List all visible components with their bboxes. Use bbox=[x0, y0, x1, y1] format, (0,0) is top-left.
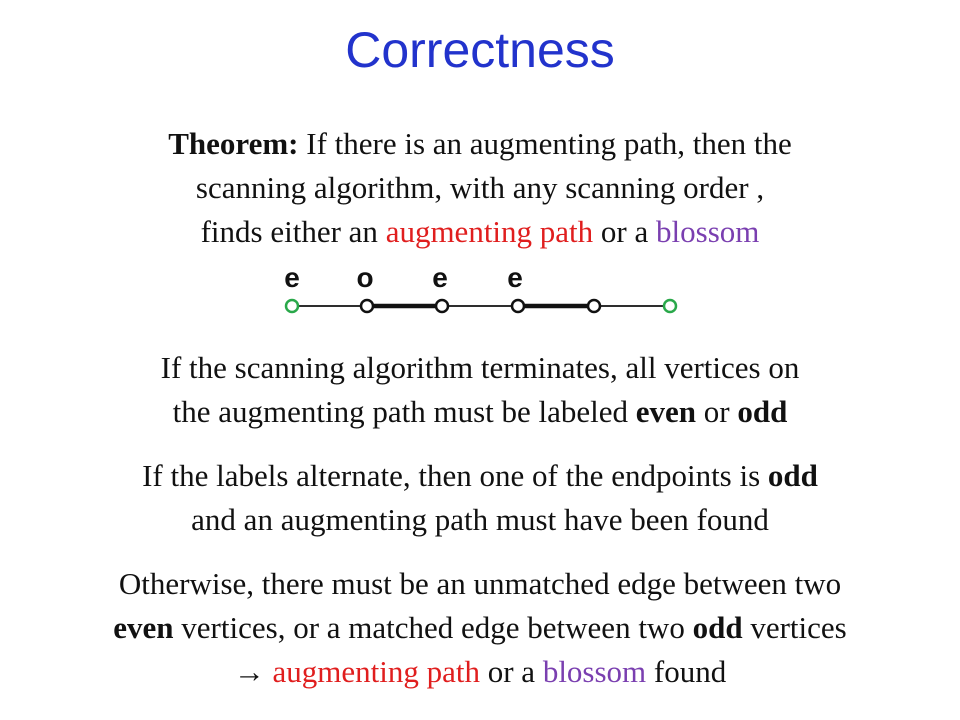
paragraph-terminates bbox=[0, 346, 960, 434]
endpoint-vertex bbox=[286, 300, 298, 312]
augmenting-path-diagram bbox=[0, 285, 960, 327]
otherwise-line-2 bbox=[0, 606, 960, 650]
otherwise-line-2-text: vertices, or a matched edge between two bbox=[173, 610, 693, 645]
or-a-text: or a bbox=[479, 654, 543, 689]
otherwise-line-2-end: vertices bbox=[742, 610, 847, 645]
blossom-term: blossom bbox=[656, 214, 760, 249]
theorem-line-1-text: If there is an augmenting path, then the bbox=[298, 126, 792, 161]
paragraph-otherwise bbox=[0, 562, 960, 694]
theorem-line-1 bbox=[0, 122, 960, 166]
theorem-paragraph bbox=[0, 122, 960, 254]
vertex-label: o bbox=[356, 262, 374, 293]
slide-title: Correctness bbox=[345, 22, 615, 78]
alternate-line-2: and an augmenting path must have been found bbox=[191, 502, 769, 537]
or-a-text: or a bbox=[593, 214, 657, 249]
theorem-line-3 bbox=[0, 210, 960, 254]
theorem-line-3-text: finds either an bbox=[200, 214, 386, 249]
otherwise-line-3 bbox=[0, 650, 960, 694]
blossom-term: blossom bbox=[542, 654, 647, 689]
terminates-line-2-text: the augmenting path must be labeled bbox=[172, 394, 636, 429]
vertex-label: e bbox=[507, 262, 523, 293]
found-text: found bbox=[646, 654, 727, 689]
path-vertex bbox=[588, 300, 600, 312]
alternate-line-1 bbox=[0, 454, 960, 498]
paragraph-alternate bbox=[0, 454, 960, 542]
terminates-line-2 bbox=[0, 390, 960, 434]
alternate-line-1-text: If the labels alternate, then one of the endpoints is bbox=[142, 458, 768, 493]
theorem-label: Theorem: bbox=[168, 126, 299, 161]
vertex-label: e bbox=[432, 262, 448, 293]
augmenting-path-term: augmenting path bbox=[264, 654, 480, 689]
theorem-line-2: scanning algorithm, with any scanning order , bbox=[195, 170, 765, 205]
otherwise-line-1: Otherwise, there must be an unmatched edge between two bbox=[118, 566, 842, 601]
odd-term: odd bbox=[692, 610, 743, 645]
path-vertex bbox=[436, 300, 448, 312]
even-term: even bbox=[113, 610, 174, 645]
even-term: even bbox=[635, 394, 697, 429]
terminates-line-1: If the scanning algorithm terminates, all vertices on bbox=[160, 350, 800, 385]
augmenting-path-term: augmenting path bbox=[385, 214, 594, 249]
endpoint-vertex bbox=[664, 300, 676, 312]
odd-term: odd bbox=[767, 458, 818, 493]
path-vertex bbox=[512, 300, 524, 312]
vertex-label: e bbox=[284, 262, 300, 293]
path-vertex bbox=[361, 300, 373, 312]
or-text: or bbox=[696, 394, 738, 429]
odd-term: odd bbox=[737, 394, 788, 429]
arrow-icon: → bbox=[233, 654, 265, 689]
